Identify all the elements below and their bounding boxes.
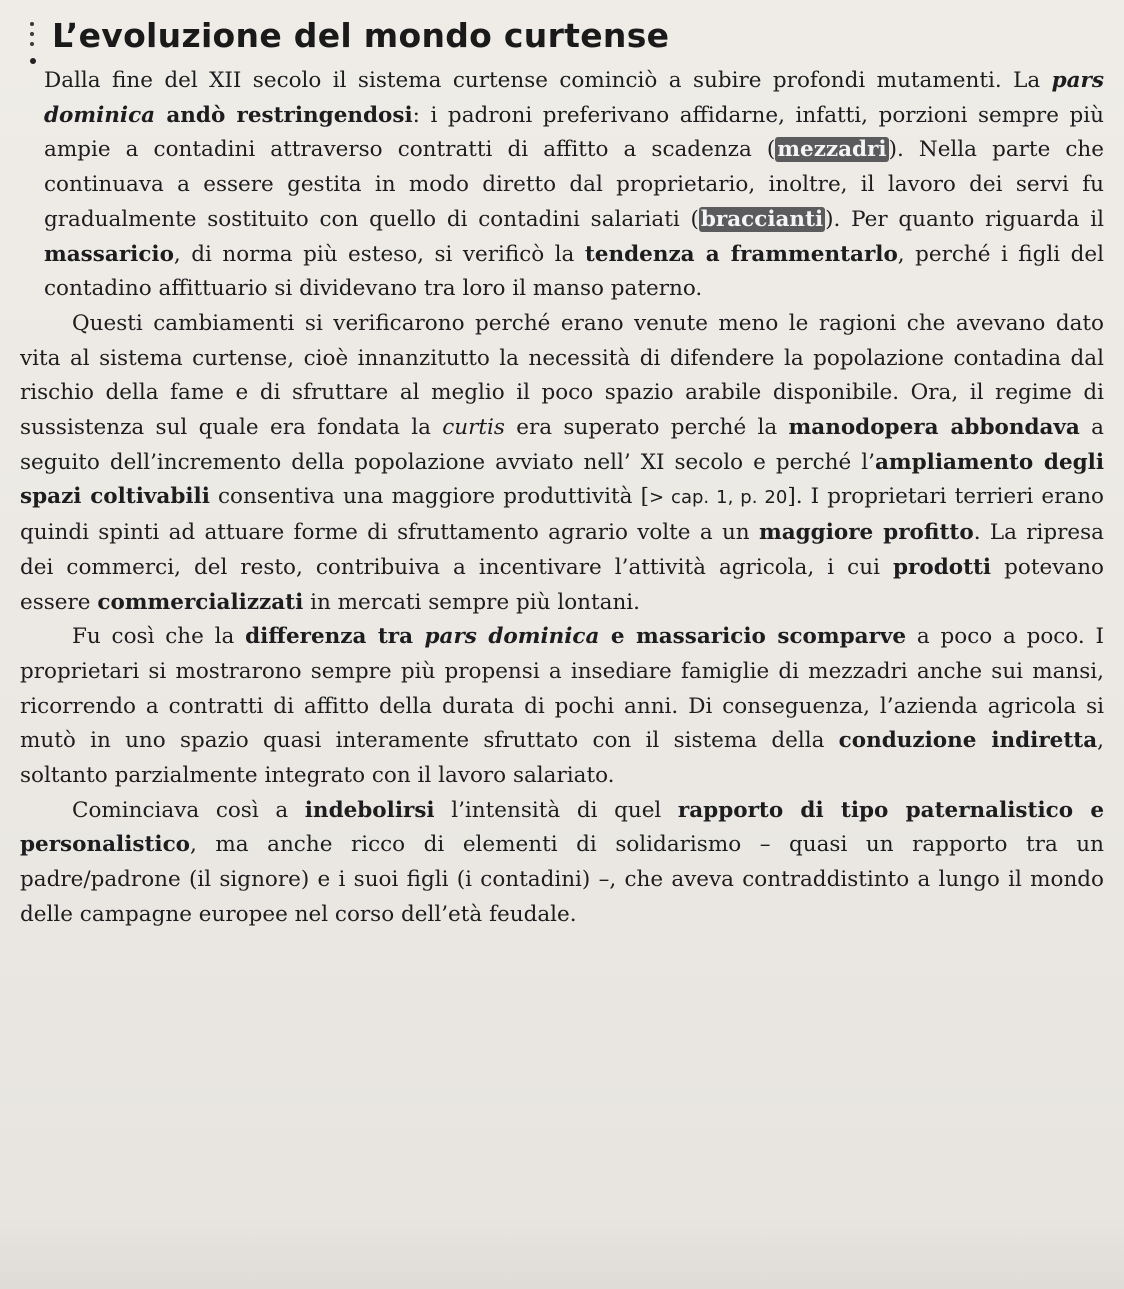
text-segment: Questi cambiamenti si verificarono perché erano venute meno le ragioni che avevano dato vita al sistema curtense, cioè innanzitutto la necessità di difendere la popolazione contadina dal rischio della fame e di sfruttare al meglio il poco spazio arabile disponibile. Ora, il regime di sussistenza sul quale era fondata la — [20, 310, 1104, 441]
text-segment: potevano essere — [20, 554, 1104, 615]
bold-term: andò restringendosi — [155, 102, 413, 128]
text-segment: ). Per quanto riguarda il — [825, 206, 1104, 232]
text-segment: ). Nella parte che continuava a essere gestita in modo diretto dal proprietario, inoltre, il lavoro dei servi fu gradualmente sostituito con quello di contadini salariati ( — [44, 137, 1104, 232]
paragraph-1 — [20, 64, 1104, 307]
text-segment: in mercati sempre più lontani. — [303, 589, 641, 615]
text-segment: . La ripresa dei commerci, del resto, contribuiva a incentivare l’attività agricola, i cui — [20, 520, 1104, 580]
text-segment: , ma anche ricco di elementi di solidarismo – quasi un rapporto tra un padre/padrone (il signore) e i suoi figli (i contadini) –, che aveva contraddistinto a lungo il mondo delle campagne europee nel corso dell’età feudale. — [20, 832, 1104, 927]
bold-term: conduzione indiretta — [838, 728, 1098, 754]
bold-term: manodopera abbondava — [788, 415, 1080, 441]
bold-term: ampliamento degli spazi coltivabili — [20, 449, 1104, 510]
bold-term: massaricio — [44, 241, 174, 267]
body-text — [20, 64, 1104, 933]
bold-term: differenza tra — [245, 624, 425, 650]
bold-term: indebolirsi — [304, 797, 435, 823]
text-segment: Dalla fine del XII secolo il sistema curtense cominciò a subire profondi mutamenti. La — [44, 68, 1052, 93]
text-segment: Fu così che la — [72, 624, 246, 650]
bold-term: maggiore profitto — [758, 520, 974, 546]
paragraph-4 — [20, 794, 1104, 933]
margin-dots-decoration — [30, 22, 36, 64]
text-segment: a poco a poco. I proprietari si mostrarono sempre più propensi a insediare famiglie di mezzadri anche sui mansi, ricorrendo a contratti di affitto della durata di pochi anni. Di conseguenza, l’azienda agricola si mutò in uno spazio quasi interamente sfruttato con il sistema della — [20, 624, 1104, 754]
cross-reference: > cap. 1, p. 20 — [648, 487, 788, 509]
text-segment: era superato perché la — [504, 415, 789, 441]
text-segment: Cominciava così a — [72, 797, 305, 823]
text-segment: : i padroni preferivano affidarne, infatti, porzioni sempre più ampie a contadini attraverso contratti di affitto a scadenza ( — [44, 102, 1104, 163]
paragraph-3 — [20, 620, 1104, 794]
bold-term: e massaricio scomparve — [599, 624, 907, 650]
highlighted-term: braccianti — [700, 206, 824, 232]
bold-term: tendenza a frammentarlo — [584, 241, 898, 267]
paragraph-2 — [20, 307, 1104, 620]
text-segment: , soltanto parzialmente integrato con il lavoro salariato. — [20, 728, 1104, 789]
text-segment: , perché i figli del contadino affittuario si dividevano tra loro il manso paterno. — [44, 241, 1105, 302]
bold-term: pars dominica — [44, 68, 1104, 128]
bold-term: rapporto di tipo paternalistico e personalistico — [20, 797, 1105, 858]
bold-term: commercializzati — [97, 589, 304, 615]
text-segment: curtis — [442, 415, 505, 441]
section-title: L’evoluzione del mondo curtense — [52, 16, 670, 55]
text-segment: a seguito dell’incremento della popolazione avviato nell’ XI secolo e perché l’ — [20, 415, 1105, 475]
text-segment: ]. I proprietari terrieri erano quindi spinti ad attuare forme di sfruttamento agrario volte a un — [20, 484, 1104, 546]
page-bottom-shadow — [0, 1219, 1124, 1289]
text-segment: , di norma più esteso, si verificò la — [173, 241, 585, 267]
bold-term: prodotti — [893, 554, 992, 580]
highlighted-term: mezzadri — [777, 137, 887, 163]
text-segment: l’intensità di quel — [434, 797, 678, 823]
text-segment: consentiva una maggiore produttività [ — [209, 484, 649, 510]
bold-term: pars dominica — [424, 624, 600, 650]
